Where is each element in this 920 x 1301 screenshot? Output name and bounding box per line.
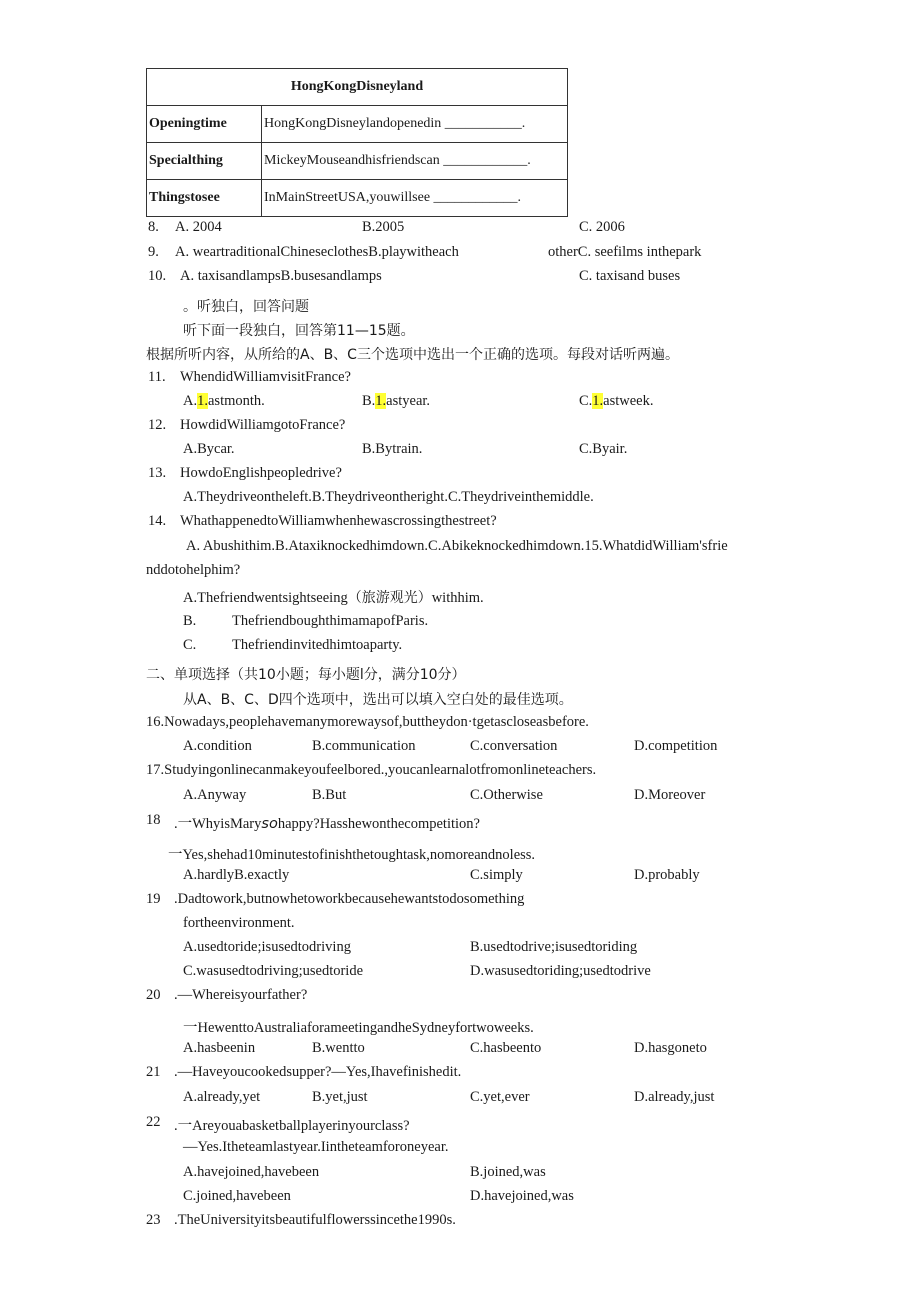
q17-option-b: B.But (312, 787, 347, 803)
q21-number: 21 (146, 1064, 161, 1080)
table-row (147, 180, 568, 217)
q14-options: A. Abushithim.B.Ataxiknockedhimdown.C.Abikeknockedhimdown.15.WhatdidWilliam'sfrie (186, 538, 728, 554)
q20-option-a: A.hasbeenin (183, 1040, 256, 1056)
q12-stem: HowdidWilliamgotoFrance? (180, 417, 346, 433)
q18-answer-line: 一Yes,shehad10minutestofinishthetoughtask,nomoreandnoless. (168, 847, 536, 863)
q9-options-ab: A. weartraditionalChineseclothesB.playwitheach (175, 244, 459, 260)
q15-option-b-label: B. (183, 613, 197, 629)
q16-option-d: D.competition (634, 738, 718, 754)
q23-number: 23 (146, 1212, 161, 1228)
q19-option-c: C.wasusedtodriving;usedtoride (183, 963, 364, 979)
q12-number: 12. (148, 417, 167, 433)
table-row (147, 143, 568, 180)
q11-option-a: A.1.astmonth. (183, 393, 265, 409)
q8-option-a: A. 2004 (175, 219, 222, 235)
q21-option-b: B.yet,just (312, 1089, 368, 1105)
q9-options-bc: otherC. seefilms inthepark (548, 244, 702, 260)
section2-title: 二、单项选择（共10小题；每小题l分，满分10分） (146, 667, 466, 683)
q17-option-d: D.Moreover (634, 787, 706, 803)
q13-options: A.Theydriveontheleft.B.Theydriveontheright.C.Theydriveinthemiddle. (183, 489, 594, 505)
q15-option-c: Thefriendinvitedhimtoaparty. (232, 637, 403, 653)
q16-option-c: C.conversation (470, 738, 558, 754)
q10-option-c: C. taxisand buses (579, 268, 681, 284)
table-row (147, 106, 568, 143)
q20-option-d: D.hasgoneto (634, 1040, 707, 1056)
q16-option-b: B.communication (312, 738, 416, 754)
q15-option-c-label: C. (183, 637, 197, 653)
q22-stem: .一Areyouabasketballplayerinyourclass? (174, 1118, 410, 1134)
q16-stem: 16.Nowadays,peoplehavemanymorewaysof,buttheydon·tgetascloseasbefore. (146, 714, 589, 730)
q17-option-c: C.Otherwise (470, 787, 543, 803)
q19-stem: .Dadtowork,butnowhetoworkbecausehewantstodosomething (174, 891, 525, 907)
q22-option-c: C.joined,havebeen (183, 1188, 291, 1204)
q12-option-b: B.Bytrain. (362, 441, 423, 457)
q22-option-a: A.havejoined,havebeen (183, 1164, 320, 1180)
q18-option-c: C.simply (470, 867, 523, 883)
q12-option-c: C.Byair. (579, 441, 628, 457)
q8-number: 8. (148, 219, 159, 235)
q15-option-a: A.Thefriendwentsightseeing（旅游观光）withhim. (183, 590, 484, 606)
q19-option-a: A.usedtoride;isusedtodriving (183, 939, 351, 955)
q18-options-ab: A.hardlyB.exactly (183, 867, 290, 883)
q20-option-b: B.wentto (312, 1040, 365, 1056)
q20-answer-line: 一HewenttoAustraliaforameetingandheSydneyfortwoweeks. (183, 1020, 534, 1036)
section3-instructions: 根据所听内容，从所给的A、B、C三个选项中选出一个正确的选项。每段对话听两遍。 (146, 347, 679, 363)
row-label: Openingtime (147, 106, 262, 143)
q22-answer-line: —Yes.Itheteamlastyear.Iintheteamforoneyear. (183, 1139, 449, 1155)
q21-option-d: D.already,just (634, 1089, 715, 1105)
q17-stem: 17.Studyingonlinecanmakeyoufeelbored.,youcanlearnalotfromonlineteachers. (146, 762, 597, 778)
q22-number: 22 (146, 1114, 161, 1130)
q18-stem: .一WhyisMarysohappy?Hasshewonthecompetition? (174, 816, 480, 832)
row-text: HongKongDisneylandopenedin ___________. (262, 106, 568, 143)
q10-options-ab: A. taxisandlampsB.busesandlamps (180, 268, 382, 284)
section3-subtitle: 听下面一段独白，回答第11—15题。 (183, 323, 415, 339)
q17-option-a: A.Anyway (183, 787, 247, 803)
q9-number: 9. (148, 244, 159, 260)
q20-number: 20 (146, 987, 161, 1003)
q19-stem-continued: fortheenvironment. (183, 915, 295, 931)
row-text: MickeyMouseandhisfriendscan ____________. (262, 143, 568, 180)
info-table (146, 68, 568, 217)
q15-option-b: ThefriendboughthimamapofParis. (232, 613, 429, 629)
q22-option-d: D.havejoined,was (470, 1188, 574, 1204)
q21-option-a: A.already,yet (183, 1089, 261, 1105)
q10-number: 10. (148, 268, 167, 284)
q23-stem: .TheUniversityitsbeautifulflowerssincethe1990s. (174, 1212, 456, 1228)
section2-instructions: 从A、B、C、D四个选项中，选出可以填入空白处的最佳选项。 (183, 692, 573, 708)
q16-option-a: A.condition (183, 738, 252, 754)
row-label: Specialthing (147, 143, 262, 180)
q11-option-c: C.1.astweek. (579, 393, 654, 409)
q19-number: 19 (146, 891, 161, 907)
q19-option-b: B.usedtodrive;isusedtoriding (470, 939, 638, 955)
q21-option-c: C.yet,ever (470, 1089, 530, 1105)
table-title: HongKongDisneyland (147, 69, 568, 106)
q14-number: 14. (148, 513, 167, 529)
section3-title: 。听独白，回答问题 (183, 299, 309, 315)
q22-option-b: B.joined,was (470, 1164, 546, 1180)
q11-stem: WhendidWilliamvisitFrance? (180, 369, 351, 385)
row-label: Thingstosee (147, 180, 262, 217)
q11-number: 11. (148, 369, 166, 385)
q14-stem: WhathappenedtoWilliamwhenhewascrossingthestreet? (180, 513, 497, 529)
q20-stem: .—Whereisyourfather? (174, 987, 308, 1003)
q18-number: 18 (146, 812, 161, 828)
q21-stem: .—Haveyoucookedsupper?—Yes,Ihavefinishedit. (174, 1064, 462, 1080)
q13-number: 13. (148, 465, 167, 481)
q8-option-c: C. 2006 (579, 219, 625, 235)
row-text: InMainStreetUSA,youwillsee ____________. (262, 180, 568, 217)
q12-option-a: A.Bycar. (183, 441, 235, 457)
q13-stem: HowdoEnglishpeopledrive? (180, 465, 342, 481)
q19-option-d: D.wasusedtoriding;usedtodrive (470, 963, 651, 979)
q11-option-b: B.1.astyear. (362, 393, 431, 409)
q8-option-b: B.2005 (362, 219, 405, 235)
q15-stem-continued: nddotohelphim? (146, 562, 241, 578)
q18-option-d: D.probably (634, 867, 700, 883)
q20-option-c: C.hasbeento (470, 1040, 542, 1056)
